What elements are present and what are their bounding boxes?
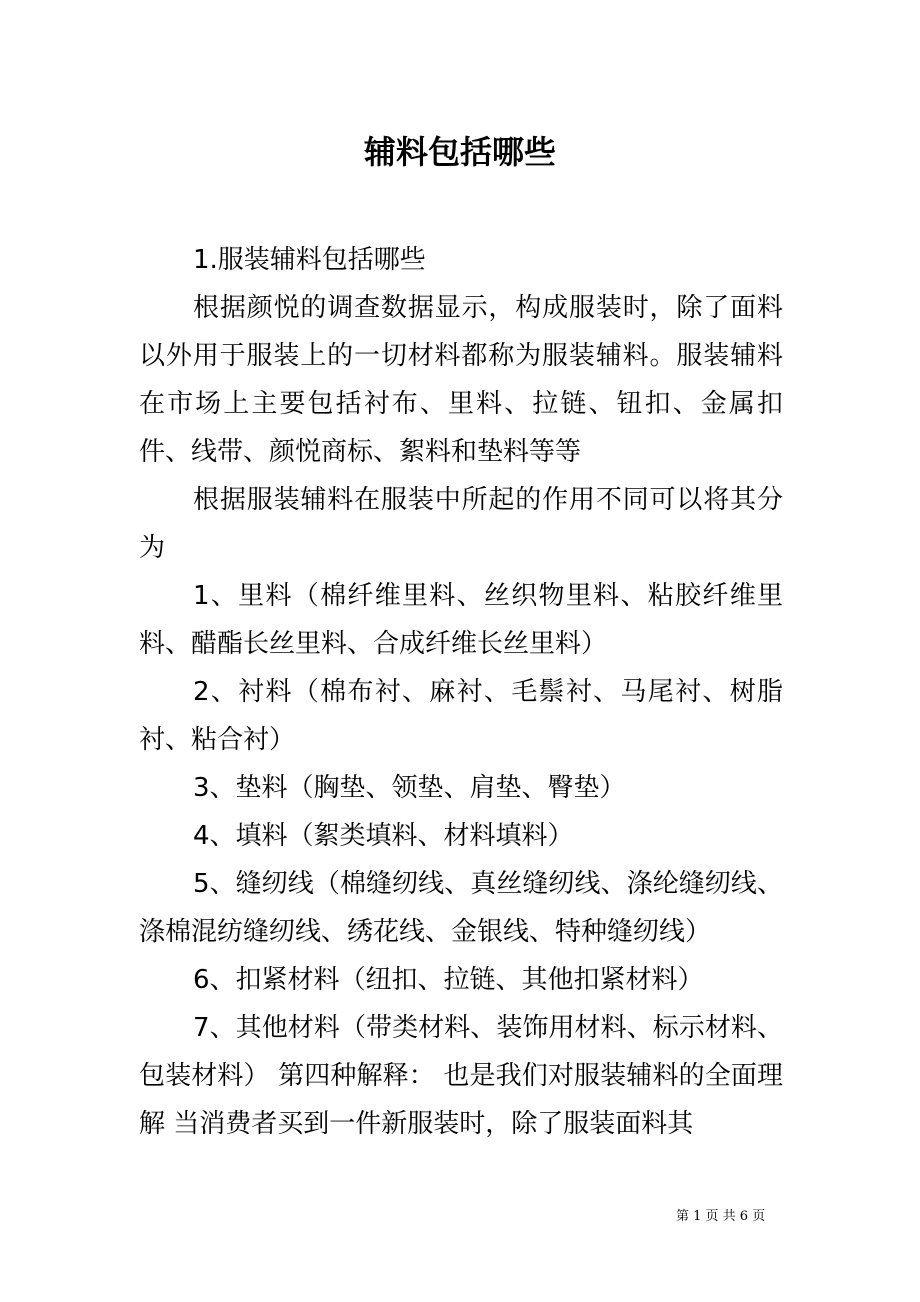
list-item: 7、其他材料（带类材料、装饰用材料、标示材料、包装材料） 第四种解释： 也是我们对服装辅料的全面理解 当消费者买到一件新服装时，除了服装面料其 — [139, 1013, 783, 1139]
list-item: 6、扣紧材料（纽扣、拉链、其他扣紧材料） — [193, 965, 704, 995]
document-title: 辅料包括哪些 — [363, 133, 556, 171]
list-item: 2、衬料（棉布衬、麻衬、毛鬃衬、马尾衬、树脂衬、粘合衬） — [139, 677, 783, 755]
paragraph-heading: 1.服装辅料包括哪些 — [193, 245, 426, 275]
list-item: 4、填料（絮类填料、材料填料） — [193, 821, 574, 851]
list-item: 3、垫料（胸垫、领垫、肩垫、臀垫） — [193, 773, 626, 803]
list-item: 5、缝纫线（棉缝纫线、真丝缝纫线、涤纶缝纫线、涤棉混纺缝纫线、绣花线、金银线、特种缝纫线） — [139, 869, 783, 947]
paragraph: 根据服装辅料在服装中所起的作用不同可以将其分为 — [139, 485, 783, 563]
document-body — [139, 236, 783, 1148]
page-footer: 第 1 页 共 6 页 — [676, 1209, 766, 1224]
list-item: 1、里料（棉纤维里料、丝织物里料、粘胶纤维里料、醋酯长丝里料、合成纤维长丝里料） — [139, 581, 783, 659]
paragraph: 根据颜悦的调查数据显示，构成服装时，除了面料以外用于服装上的一切材料都称为服装辅料。服装辅料在市场上主要包括衬布、里料、拉链、钮扣、金属扣件、线带、颜悦商标、絮料和垫料等等 — [139, 293, 783, 467]
